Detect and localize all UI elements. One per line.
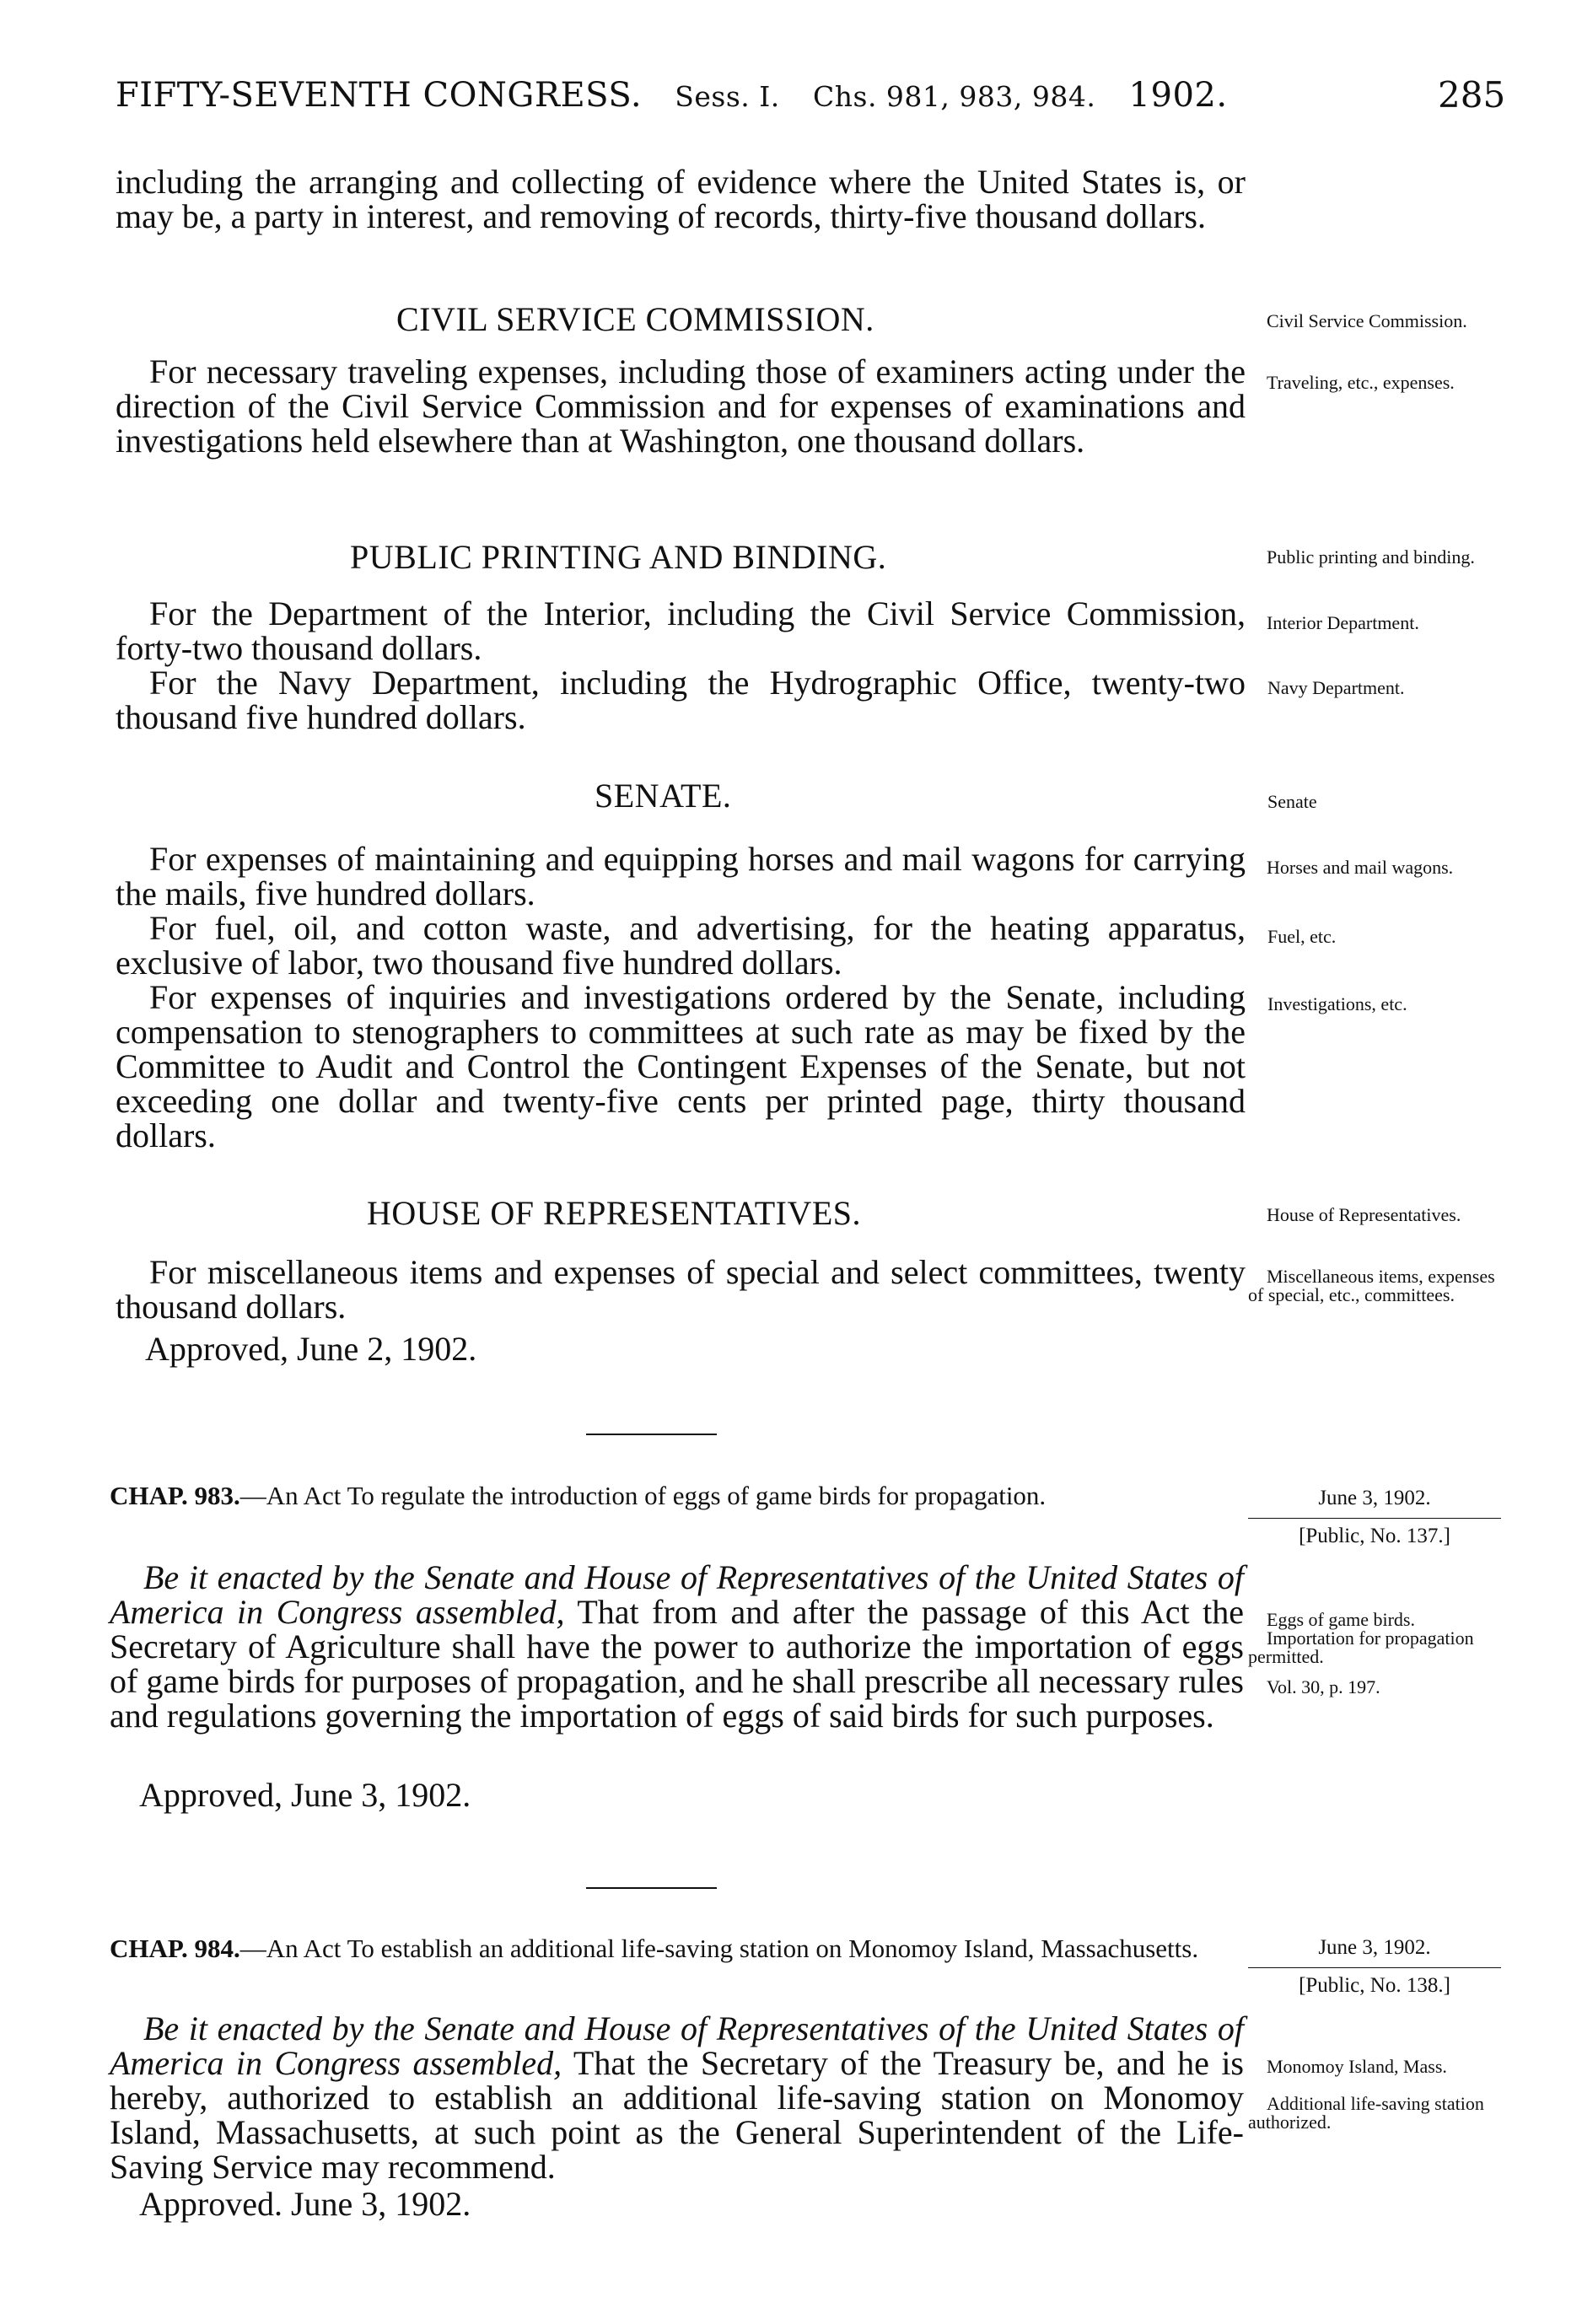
chapter-983-public-law: [Public, No. 137.] (1299, 1525, 1450, 1547)
chapter-984-body: That the Secretary of the Treasury be, and he is hereby, authorized to establish an additional life-saving station on Monomoy Island, Massachusetts, at such point as the General Superintendent of the Life-Saving Service may recommend. (110, 2044, 1245, 2186)
page-number: 285 (1438, 74, 1506, 116)
margin-note-printing: Public printing and binding. (1267, 546, 1475, 568)
chapter-984-enacting-clause: Be it enacted by the Senate and House of Representatives of the United States of America in Congress assembled, (110, 2009, 1244, 2082)
margin-note-navy: Navy Department. (1267, 677, 1405, 698)
margin-note-monomoy: Monomoy Island, Mass. (1267, 2056, 1447, 2077)
senate-paragraph-fuel: For fuel, oil, and cotton waste, and advertising, for the heating apparatus, exclusive of labor, two thousand five hundred dollars. (116, 909, 1246, 982)
house-paragraph: For miscellaneous items and expenses of special and select committees, twenty thousand dollars. (116, 1253, 1246, 1326)
margin-note-fuel: Fuel, etc. (1267, 926, 1337, 947)
chapter-984-description: —An Act To establish an additional life-saving station on Monomoy Island, Massachusetts. (239, 1934, 1199, 1963)
section-divider-2 (586, 1887, 717, 1889)
chapter-984-text (110, 2011, 1244, 2184)
house-approved: Approved, June 2, 1902. (145, 1330, 477, 1368)
civil-service-paragraph: For necessary traveling expenses, including those of examiners acting under the direction of the Civil Service Commission and for expenses of examinations and investigations held elsewhere than at Washington, one thousand dollars. (116, 352, 1246, 460)
chapter-984-date: June 3, 1902. (1318, 1936, 1431, 1959)
chapter-983-body: That from and after the passage of this Act the Secretary of Agriculture shall have the power to authorize the importation of eggs of game birds for purposes of propagation, and he shall prescribe all necessary rules and regulations governing the importation of eggs of said birds for such purposes. (110, 1593, 1244, 1735)
chapter-984-approved: Approved. June 3, 1902. (139, 2185, 471, 2223)
chapter-984-public-law: [Public, No. 138.] (1299, 1974, 1450, 1997)
margin-note-horses: Horses and mail wagons. (1267, 857, 1454, 878)
chapter-983-description: —An Act To regulate the introduction of eggs of game birds for propagation. (239, 1481, 1047, 1510)
margin-note-eggs: Eggs of game birds. (1267, 1609, 1415, 1630)
margin-note-interior: Interior Department. (1267, 612, 1419, 633)
chapter-984-date-rule (1248, 1967, 1501, 1968)
chapter-983-date: June 3, 1902. (1318, 1487, 1431, 1509)
chapter-983-title (110, 1482, 1244, 1509)
printing-paragraph-navy: For the Navy Department, including the Hydrographic Office, twenty-two thousand five hundred dollars. (116, 664, 1246, 736)
section-divider (586, 1434, 717, 1435)
congress-label: FIFTY-SEVENTH CONGRESS. (116, 76, 643, 115)
senate-text (116, 842, 1246, 1153)
session-label: Sess. I. (675, 80, 780, 113)
chapters-label: Chs. 981, 983, 984. (813, 80, 1096, 113)
civil-service-heading: CIVIL SERVICE COMMISSION. (396, 300, 874, 338)
chapter-984-title (110, 1935, 1244, 1962)
margin-note-senate: Senate (1267, 791, 1317, 812)
civil-service-text (116, 354, 1246, 458)
senate-heading: SENATE. (595, 777, 732, 815)
margin-note-life-saving: Additional life-saving station authorized. (1248, 2093, 1484, 2133)
margin-note-civil-service: Civil Service Commission. (1267, 310, 1467, 331)
running-header (116, 76, 1228, 115)
chapter-983-text (110, 1560, 1244, 1733)
margin-note-miscellaneous: Miscellaneous items, expenses of special, etc., committees. (1248, 1266, 1495, 1305)
chapter-983-label: CHAP. 983. (110, 1481, 240, 1510)
chapter-983-enacting-clause: Be it enacted by the Senate and House of Representatives of the United States of America in Congress assembled, (110, 1558, 1244, 1631)
chapter-984-label: CHAP. 984. (110, 1934, 240, 1963)
house-text (116, 1255, 1246, 1324)
intro-paragraph: including the arranging and collecting of evidence where the United States is, or may be, a party in interest, and removing of records, thirty-five thousand dollars. (116, 163, 1246, 235)
chapter-983-date-rule (1248, 1518, 1501, 1519)
margin-note-house: House of Representatives. (1267, 1204, 1461, 1225)
chapter-983-paragraph (110, 1560, 1244, 1733)
margin-note-investigations: Investigations, etc. (1267, 993, 1407, 1014)
chapter-983-approved: Approved, June 3, 1902. (139, 1776, 471, 1814)
printing-heading: PUBLIC PRINTING AND BINDING. (350, 538, 887, 576)
house-heading: HOUSE OF REPRESENTATIVES. (367, 1194, 862, 1232)
senate-paragraph-investigations: For expenses of inquiries and investigations ordered by the Senate, including compensation to stenographers to committees at such rate as may be fixed by the Committee to Audit and Control the Contingent Expenses of the Senate, but not exceeding one dollar and twenty-five cents per printed page, thirty thousand dollars. (116, 978, 1246, 1154)
chapter-984-paragraph (110, 2011, 1244, 2184)
printing-text (116, 596, 1246, 734)
margin-note-traveling: Traveling, etc., expenses. (1267, 372, 1455, 393)
margin-note-importation: Importation for propagation permitted. (1248, 1627, 1474, 1667)
printing-paragraph-interior: For the Department of the Interior, including the Civil Service Commission, forty-two thousand dollars. (116, 594, 1246, 667)
margin-note-volume: Vol. 30, p. 197. (1267, 1676, 1380, 1697)
senate-paragraph-horses: For expenses of maintaining and equipping horses and mail wagons for carrying the mails, five hundred dollars. (116, 840, 1246, 912)
year-label: 1902. (1128, 76, 1228, 115)
intro-text-block (116, 164, 1246, 234)
